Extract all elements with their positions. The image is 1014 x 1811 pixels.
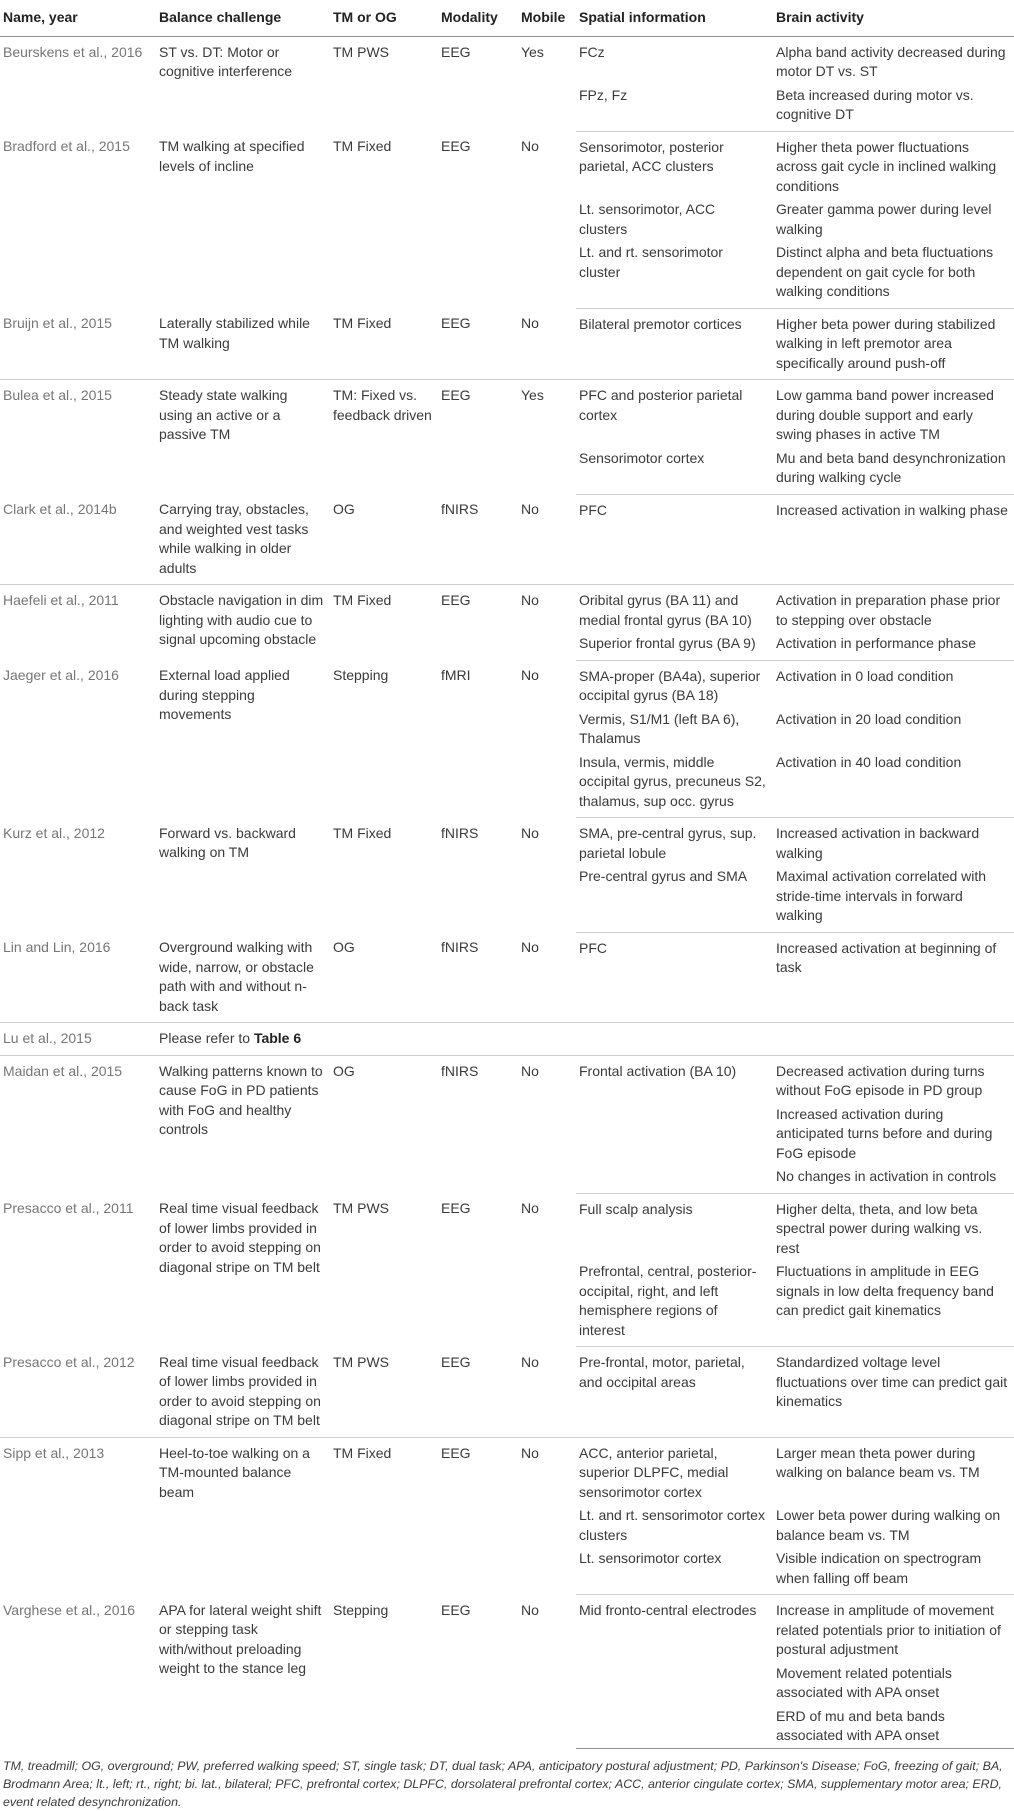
table-row: [0, 494, 1014, 585]
mobile-cell: [518, 818, 576, 933]
balance-challenge-cell: [156, 494, 330, 585]
tm-or-og-cell: [330, 1055, 438, 1193]
spatial-information-cell: Lt. sensorimotor, ACC clusters: [579, 201, 716, 237]
balance-challenge-cell-text: Walking patterns known to cause FoG in PD patients with FoG and healthy controls: [159, 1062, 323, 1137]
tm-or-og-cell: [330, 818, 438, 933]
modality-cell-text: EEG: [441, 43, 471, 60]
modality-cell: [438, 932, 518, 1023]
balance-challenge-cell: [156, 660, 330, 818]
modality-cell: [438, 308, 518, 380]
mobile-cell-text: Yes: [521, 43, 544, 60]
modality-cell: [438, 131, 518, 308]
balance-challenge-cell-text: Real time visual feedback of lower limbs provided in order to avoid stepping on diagonal stripe on TM belt: [159, 1353, 321, 1428]
spatial-information-cell: PFC: [576, 932, 773, 1023]
modality-cell-text: EEG: [441, 315, 471, 331]
balance-challenge-cell: [156, 308, 330, 380]
modality-cell-text: EEG: [441, 1200, 471, 1216]
study-name-cell-text: Sipp et al., 2013: [3, 1444, 105, 1461]
study-name-cell-text: Maidan et al., 2015: [3, 1062, 123, 1079]
balance-challenge-cell-text: ST vs. DT: Motor or cognitive interference: [159, 43, 293, 79]
spatial-information-cell: Pre-frontal, motor, parietal, and occipital areas: [576, 1347, 773, 1438]
spatial-information-cell: ACC, anterior parietal, superior DLPFC, medial sensorimotor cortex: [579, 1444, 729, 1500]
tm-or-og-cell-text: TM PWS: [333, 1353, 389, 1370]
brain-activity-cell: Beta increased during motor vs. cognitive DT: [773, 84, 1014, 132]
balance-challenge-cell-text: Real time visual feedback of lower limbs provided in order to avoid stepping on diagonal stripe on TM belt: [159, 1200, 321, 1275]
balance-challenge-cell-text: TM walking at specified levels of incline: [159, 138, 305, 174]
brain-activity-cell: Maximal activation correlated with stride-time intervals in forward walking: [773, 865, 1014, 932]
modality-cell: [438, 380, 518, 495]
study-name-cell: [0, 818, 156, 933]
study-name-cell: [0, 660, 156, 818]
balance-challenge-cell-text: External load applied during stepping movements: [159, 667, 290, 722]
balance-challenge-cell: [156, 1347, 330, 1438]
tm-or-og-cell: [330, 660, 438, 818]
modality-cell: [438, 36, 518, 131]
mobile-cell: [518, 585, 576, 661]
balance-challenge-cell: [156, 1023, 330, 1056]
modality-cell-text: EEG: [441, 592, 471, 608]
spatial-information-cell: [576, 1023, 773, 1056]
header-tm-or-og: TM or OG: [330, 0, 438, 36]
brain-activity-cell: Visible indication on spectrogram when falling off beam: [773, 1547, 1014, 1595]
spatial-information-cell: [576, 1662, 773, 1705]
header-balance-challenge: Balance challenge: [156, 0, 330, 36]
brain-activity-cell: Higher delta, theta, and low beta spectral power during walking vs. rest: [776, 1200, 983, 1256]
tm-or-og-cell-text: TM Fixed: [333, 1444, 392, 1461]
mobile-cell-text: No: [521, 592, 539, 608]
table-row: [0, 1193, 1014, 1260]
study-name-cell-text: Jaeger et al., 2016: [3, 667, 119, 683]
header-mobile: Mobile: [518, 0, 576, 36]
mobile-cell: [518, 1193, 576, 1347]
mobile-cell-text: No: [521, 667, 539, 683]
tm-or-og-cell: [330, 1595, 438, 1749]
spatial-information-cell: Lt. sensorimotor cortex: [576, 1547, 773, 1595]
balance-challenge-cell-text: Please refer to: [159, 1030, 254, 1046]
tm-or-og-cell-text: TM Fixed: [333, 824, 392, 841]
study-name-cell: [0, 1193, 156, 1347]
study-name-cell-text: Kurz et al., 2012: [3, 824, 105, 841]
mobile-cell: [518, 932, 576, 1023]
mobile-cell-text: No: [521, 501, 539, 517]
header-spatial-information: Spatial information: [576, 0, 773, 36]
modality-cell-text: EEG: [441, 138, 471, 154]
mobile-cell-text: No: [521, 1444, 539, 1461]
tm-or-og-cell: [330, 131, 438, 308]
table-footnote: TM, treadmill; OG, overground; PW, preferred walking speed; ST, single task; DT, dual task; APA, anticipatory postural adjustment; PD, Parkinson's Disease; FoG, freezing of gait; BA, Brodmann Area; lt., left; rt., right; bi. lat., bilateral; PFC, prefrontal cortex; DLPFC, dorsolateral prefrontal cortex; ACC, anterior cingulate cortex; SMA, supplementary motor area; ERD, event related desynchronization.: [3, 1758, 1003, 1809]
spatial-information-cell: Mid fronto-central electrodes: [579, 1602, 757, 1618]
tm-or-og-cell: [330, 1347, 438, 1438]
spatial-information-cell: Superior frontal gyrus (BA 9): [576, 632, 773, 660]
study-name-cell-text: Lu et al., 2015: [3, 1030, 92, 1046]
spatial-information-cell: Sensorimotor, posterior parietal, ACC clusters: [579, 138, 724, 174]
balance-challenge-cell-text: Steady state walking using an active or a passive TM: [159, 387, 288, 442]
study-name-cell: [0, 494, 156, 585]
tm-or-og-cell-text: OG: [333, 939, 355, 955]
brain-activity-cell: [773, 1023, 1014, 1056]
study-name-cell: [0, 1023, 156, 1056]
spatial-information-cell: SMA, pre-central gyrus, sup. parietal lobule: [579, 825, 757, 861]
header-name-year: Name, year: [0, 0, 156, 36]
mobile-cell: [518, 308, 576, 380]
mobile-cell: [518, 380, 576, 495]
mobile-cell: [518, 1595, 576, 1749]
modality-cell-text: fNIRS: [441, 501, 479, 517]
brain-activity-cell: Activation in preparation phase prior to stepping over obstacle: [776, 592, 1001, 628]
study-name-cell: [0, 585, 156, 661]
brain-activity-cell: Higher beta power during stabilized walking in left premotor area specifically around push-off: [773, 308, 1014, 380]
tm-or-og-cell-text: OG: [333, 501, 355, 517]
study-name-cell-text: Haefeli et al., 2011: [3, 592, 119, 608]
brain-activity-cell: Increased activation during anticipated turns before and during FoG episode: [776, 1105, 993, 1161]
study-name-cell: [0, 932, 156, 1023]
table-row: [0, 380, 1014, 447]
table-row: [0, 932, 1014, 1023]
mobile-cell-text: No: [521, 824, 539, 841]
modality-cell: [438, 1193, 518, 1347]
balance-challenge-cell: [156, 1055, 330, 1193]
spatial-information-cell: Prefrontal, central, posterior-occipital, right, and left hemisphere regions of interest: [576, 1260, 773, 1347]
study-name-cell-text: Presacco et al., 2011: [3, 1200, 134, 1216]
modality-cell: [438, 585, 518, 661]
brain-activity-cell: Lower beta power during walking on balance beam vs. TM: [776, 1507, 1001, 1543]
brain-activity-cell: Increased activation in walking phase: [773, 494, 1014, 585]
balance-challenge-cell: [156, 1193, 330, 1347]
tm-or-og-cell-text: TM PWS: [333, 43, 389, 60]
header-brain-activity: Brain activity: [773, 0, 1014, 36]
balance-challenge-cell-text: APA for lateral weight shift or stepping task with/without preloading weight to the stance leg: [159, 1601, 322, 1676]
modality-cell-text: EEG: [441, 387, 471, 403]
mobile-cell-text: No: [521, 1353, 539, 1370]
tm-or-og-cell: [330, 932, 438, 1023]
study-name-cell: [0, 380, 156, 495]
tm-or-og-cell-text: TM PWS: [333, 1200, 389, 1216]
tm-or-og-cell-text: Stepping: [333, 667, 389, 683]
mobile-cell: [518, 1437, 576, 1595]
brain-activity-cell: Increase in amplitude of movement related potentials prior to initiation of postural adjustment: [776, 1602, 1001, 1657]
balance-challenge-cell: [156, 1595, 330, 1749]
spatial-information-cell: FCz: [579, 43, 605, 60]
spatial-information-cell: Sensorimotor cortex: [576, 447, 773, 495]
tm-or-og-cell: [330, 308, 438, 380]
spatial-information-cell: PFC and posterior parietal cortex: [579, 387, 743, 423]
study-name-cell: [0, 308, 156, 380]
tm-or-og-cell-text: TM Fixed: [333, 592, 392, 608]
brain-activity-cell: Decreased activation during turns without FoG episode in PD group: [776, 1062, 985, 1098]
brain-activity-cell: Activation in 0 load condition: [776, 667, 954, 684]
modality-cell: [438, 660, 518, 818]
spatial-information-cell: SMA-proper (BA4a), superior occipital gyrus (BA 18): [579, 667, 761, 703]
table-header: [0, 0, 1014, 36]
table-body: [0, 36, 1014, 1748]
table-reference: Table 6: [253, 1030, 302, 1046]
study-name-cell-text: Bulea et al., 2015: [3, 387, 112, 403]
balance-challenge-cell-text: Heel-to-toe walking on a TM-mounted balance beam: [159, 1444, 310, 1500]
mobile-cell: [518, 1023, 576, 1056]
balance-challenge-cell-text: Overground walking with wide, narrow, or obstacle path with and without n-back task: [159, 939, 314, 1014]
spatial-information-cell: Frontal activation (BA 10): [579, 1062, 737, 1079]
mobile-cell: [518, 131, 576, 308]
brain-activity-cell: Distinct alpha and beta fluctuations dependent on gait cycle for both walking conditions: [773, 241, 1014, 308]
balance-challenge-cell: [156, 818, 330, 933]
tm-or-og-cell: [330, 585, 438, 661]
tm-or-og-cell-text: Stepping: [333, 1601, 389, 1618]
mobile-cell-text: No: [521, 315, 539, 331]
tm-or-og-cell: [330, 1193, 438, 1347]
brain-activity-cell: Greater gamma power during level walking: [776, 201, 992, 237]
mobile-cell-text: No: [521, 939, 539, 955]
study-name-cell-text: Lin and Lin, 2016: [3, 939, 111, 955]
brain-activity-cell: Activation in performance phase: [773, 632, 1014, 660]
brain-activity-cell: Standardized voltage level fluctuations over time can predict gait kinematics: [773, 1347, 1014, 1438]
spatial-information-cell: Full scalp analysis: [579, 1200, 693, 1217]
modality-cell: [438, 1023, 518, 1056]
table-row: [0, 585, 1014, 633]
mobile-cell-text: No: [521, 1200, 539, 1216]
modality-cell: [438, 1595, 518, 1749]
mobile-cell-text: No: [521, 1062, 539, 1079]
study-name-cell-text: Clark et al., 2014b: [3, 501, 117, 517]
modality-cell-text: EEG: [441, 1601, 471, 1618]
spatial-information-cell: FPz, Fz: [576, 84, 773, 132]
spatial-information-cell: Lt. and rt. sensorimotor cortex clusters: [579, 1507, 765, 1543]
balance-challenge-cell: [156, 932, 330, 1023]
tm-or-og-cell-text: TM Fixed: [333, 138, 392, 154]
brain-activity-cell: Activation in 20 load condition: [776, 710, 962, 727]
study-name-cell-text: Bruijn et al., 2015: [3, 315, 112, 331]
mobile-cell-text: No: [521, 138, 539, 154]
tm-or-og-cell: [330, 1437, 438, 1595]
spatial-information-cell: PFC: [576, 494, 773, 585]
brain-activity-cell: Activation in 40 load condition: [773, 751, 1014, 818]
table-row: [0, 1437, 1014, 1504]
modality-cell-text: fNIRS: [441, 1062, 479, 1079]
brain-activity-cell: Movement related potentials associated with APA onset: [776, 1664, 952, 1700]
spatial-information-cell: Lt. and rt. sensorimotor cluster: [576, 241, 773, 308]
table-row: [0, 1023, 1014, 1056]
modality-cell: [438, 1437, 518, 1595]
study-name-cell-text: Varghese et al., 2016: [3, 1601, 136, 1618]
modality-cell: [438, 1347, 518, 1438]
mobile-cell: [518, 494, 576, 585]
brain-activity-cell: ERD of mu and beta bands associated with APA onset: [773, 1705, 1014, 1749]
spatial-information-cell: [576, 1705, 773, 1749]
table-row: [0, 1347, 1014, 1438]
table-row: [0, 1055, 1014, 1103]
study-name-cell: [0, 36, 156, 131]
mobile-cell: [518, 36, 576, 131]
brain-activity-cell: Low gamma band power increased during double support and early swing phases in active TM: [776, 387, 994, 442]
study-name-cell-text: Bradford et al., 2015: [3, 138, 130, 154]
brain-activity-cell: Increased activation in backward walking: [776, 825, 980, 861]
balance-challenge-cell-text: Forward vs. backward walking on TM: [159, 824, 296, 860]
balance-challenge-cell: [156, 36, 330, 131]
balance-challenge-cell: [156, 585, 330, 661]
tm-or-og-cell-text: TM Fixed: [333, 315, 392, 331]
brain-activity-cell: Mu and beta band desynchronization during walking cycle: [773, 447, 1014, 495]
brain-activity-cell: Larger mean theta power during walking on balance beam vs. TM: [776, 1444, 980, 1480]
table-row: [0, 131, 1014, 198]
brain-activity-cell: Alpha band activity decreased during motor DT vs. ST: [776, 43, 1006, 79]
modality-cell: [438, 818, 518, 933]
mobile-cell: [518, 660, 576, 818]
study-name-cell: [0, 1595, 156, 1749]
table-row: [0, 818, 1014, 866]
spatial-information-cell: Pre-central gyrus and SMA: [576, 865, 773, 932]
brain-activity-cell: Fluctuations in amplitude in EEG signals in low delta frequency band can predict gait kinematics: [773, 1260, 1014, 1347]
spatial-information-cell: Vermis, S1/M1 (left BA 6), Thalamus: [579, 710, 740, 746]
table-row: [0, 1595, 1014, 1662]
spatial-information-cell: [576, 1103, 773, 1166]
header-modality: Modality: [438, 0, 518, 36]
study-name-cell-text: Presacco et al., 2012: [3, 1353, 135, 1370]
mobile-cell-text: Yes: [521, 387, 544, 403]
modality-cell-text: fNIRS: [441, 824, 479, 841]
tm-or-og-cell: [330, 1023, 438, 1056]
brain-activity-cell: No changes in activation in controls: [773, 1165, 1014, 1193]
table-row: [0, 308, 1014, 380]
mobile-cell-text: No: [521, 1601, 539, 1618]
spatial-information-cell: Insula, vermis, middle occipital gyrus, precuneus S2, thalamus, sup occ. gyrus: [576, 751, 773, 818]
brain-activity-cell: Higher theta power fluctuations across gait cycle in inclined walking conditions: [776, 138, 997, 194]
tm-or-og-cell-text: OG: [333, 1062, 355, 1079]
balance-challenge-cell: [156, 131, 330, 308]
mobile-cell: [518, 1055, 576, 1193]
balance-challenge-cell-text: Laterally stabilized while TM walking: [159, 315, 310, 351]
brain-activity-cell: Increased activation at beginning of task: [773, 932, 1014, 1023]
study-name-cell: [0, 131, 156, 308]
table-row: [0, 36, 1014, 84]
tm-or-og-cell: [330, 36, 438, 131]
modality-cell: [438, 494, 518, 585]
mobile-cell: [518, 1347, 576, 1438]
tm-or-og-cell: [330, 494, 438, 585]
modality-cell: [438, 1055, 518, 1193]
balance-challenge-cell-text: Obstacle navigation in dim lighting with audio cue to signal upcoming obstacle: [159, 592, 324, 647]
spatial-information-cell: Bilateral premotor cortices: [576, 308, 773, 380]
spatial-information-cell: [576, 1165, 773, 1193]
modality-cell-text: fNIRS: [441, 939, 479, 955]
study-name-cell: [0, 1437, 156, 1595]
modality-cell-text: EEG: [441, 1353, 471, 1370]
study-name-cell-text: Beurskens et al., 2016: [3, 43, 143, 60]
study-name-cell: [0, 1347, 156, 1438]
tm-or-og-cell: [330, 380, 438, 495]
modality-cell-text: fMRI: [441, 667, 471, 683]
modality-cell-text: EEG: [441, 1444, 471, 1461]
study-name-cell: [0, 1055, 156, 1193]
spatial-information-cell: Oribital gyrus (BA 11) and medial frontal gyrus (BA 10): [579, 592, 752, 628]
tm-or-og-cell-text: TM: Fixed vs. feedback driven: [333, 387, 432, 423]
table-row: [0, 660, 1014, 708]
balance-challenge-cell: [156, 1437, 330, 1595]
balance-challenge-cell: [156, 380, 330, 495]
balance-challenge-cell-text: Carrying tray, obstacles, and weighted vest tasks while walking in older adults: [159, 501, 309, 576]
